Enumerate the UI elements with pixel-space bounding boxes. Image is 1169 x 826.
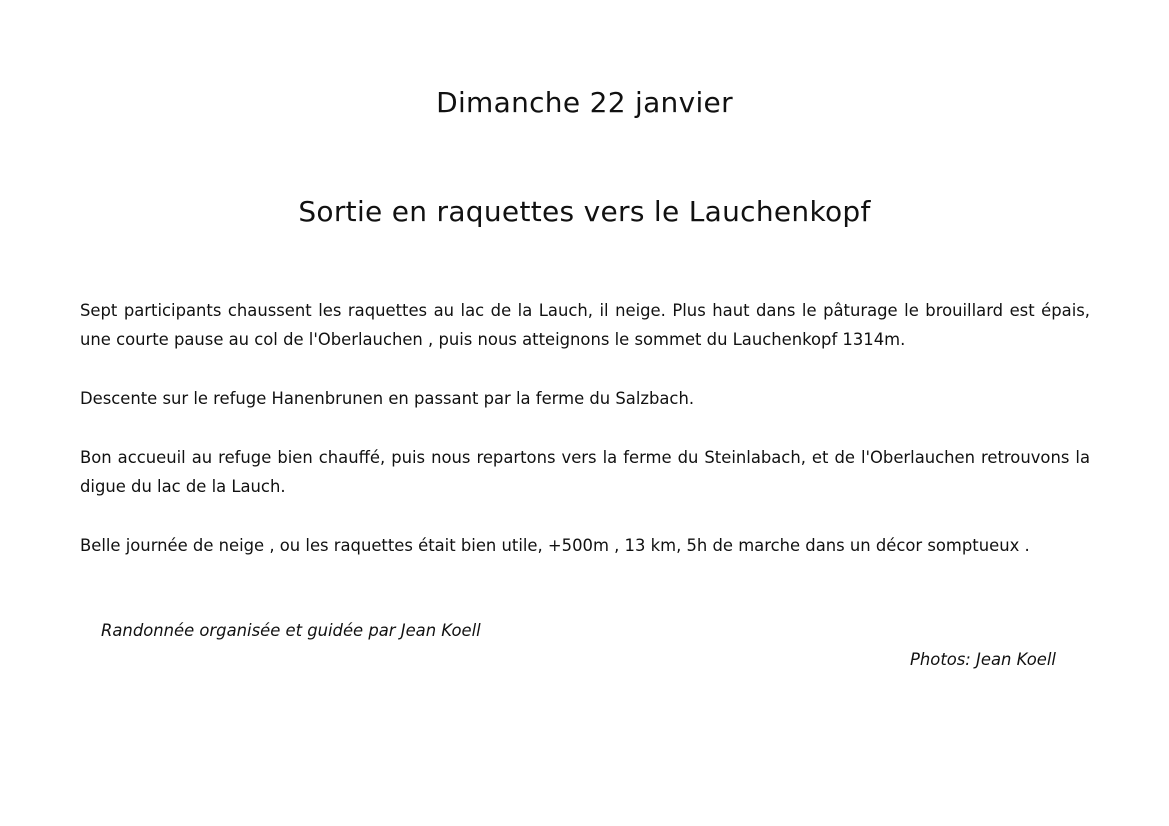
paragraph-summary: Belle journée de neige , ou les raquettes était bien utile, +500m , 13 km, 5h de marche dans un décor somptueux . xyxy=(80,536,1030,555)
page-title: Sortie en raquettes vers le Lauchenkopf xyxy=(298,195,871,228)
date-heading: Dimanche 22 janvier xyxy=(436,86,733,119)
organizer-credit: Randonnée organisée et guidée par Jean Koell xyxy=(101,621,481,640)
paragraph-ascent: Sept participants chaussent les raquettes au lac de la Lauch, il neige. Plus haut dans le pâturage le brouillard est épais, une courte pause au col de l'Oberlauchen , puis nous atteignons le sommet du Lauchenkopf 1314m. xyxy=(80,301,1090,349)
paragraph-refuge: Bon accueuil au refuge bien chauffé, puis nous repartons vers la ferme du Steinlabach, et de l'Oberlauchen retrouvons la digue du lac de la Lauch. xyxy=(80,448,1090,496)
paragraph-descent: Descente sur le refuge Hanenbrunen en passant par la ferme du Salzbach. xyxy=(80,389,695,408)
photo-credit: Photos: Jean Koell xyxy=(910,650,1056,669)
